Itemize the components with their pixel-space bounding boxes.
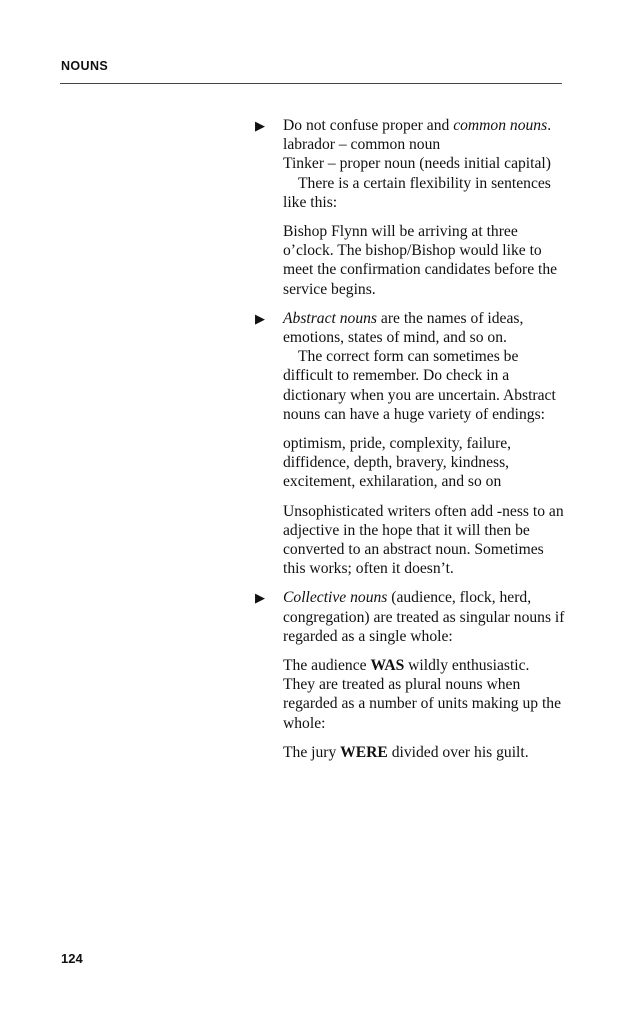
example-labrador: labrador – common noun (283, 136, 441, 154)
running-header: NOUNS (61, 59, 109, 73)
bullet-abstract-nouns (255, 309, 567, 579)
plural-paragraph: They are treated as plural nouns when regarded as a number of units making up the whole: (283, 676, 562, 732)
abstract-paragraph: The correct form can sometimes be difficult to remember. Do check in a dictionary when you are uncertain. Abstract nouns can have a huge variety of endings: (283, 348, 556, 423)
unsophisticated-paragraph: Unsophisticated writers often add -ness to an adjective in the hope that it will then be converted to an abstract noun. Sometimes this works; often it doesn’t. (283, 502, 564, 578)
abstract-lead: Abstract nouns are the names of ideas, emotions, states of mind, and so on. (283, 309, 524, 347)
example-tinker: Tinker – proper noun (needs initial capital) (283, 155, 551, 173)
bullet-collective-nouns (255, 588, 567, 762)
collective-lead: Collective nouns (audience, flock, herd, congregation) are treated as singular nouns if regarded as a single whole: (283, 589, 565, 645)
page-number: 124 (61, 951, 83, 966)
flexibility-paragraph: There is a certain flexibility in sentences like this: (283, 174, 551, 211)
header-rule (60, 83, 562, 84)
bullet-proper-common (255, 116, 567, 299)
main-text (255, 116, 567, 762)
proper-common-lead: Do not confuse proper and common nouns. (283, 117, 552, 134)
bullet-triangle-icon: ▶ (255, 118, 265, 133)
bullet-triangle-icon: ▶ (255, 310, 265, 326)
audience-example: The audience WAS wildly enthusiastic. (283, 657, 530, 675)
bishop-example: Bishop Flynn will be arriving at three o’clock. The bishop/Bishop would like to meet the confirmation candidates before the service begins. (283, 223, 558, 298)
bullet-triangle-icon: ▶ (255, 590, 265, 606)
jury-example: The jury WERE divided over his guilt. (283, 743, 529, 761)
abstract-examples: optimism, pride, complexity, failure, diffidence, depth, bravery, kindness, excitement, exhilaration, and so on (283, 435, 512, 491)
